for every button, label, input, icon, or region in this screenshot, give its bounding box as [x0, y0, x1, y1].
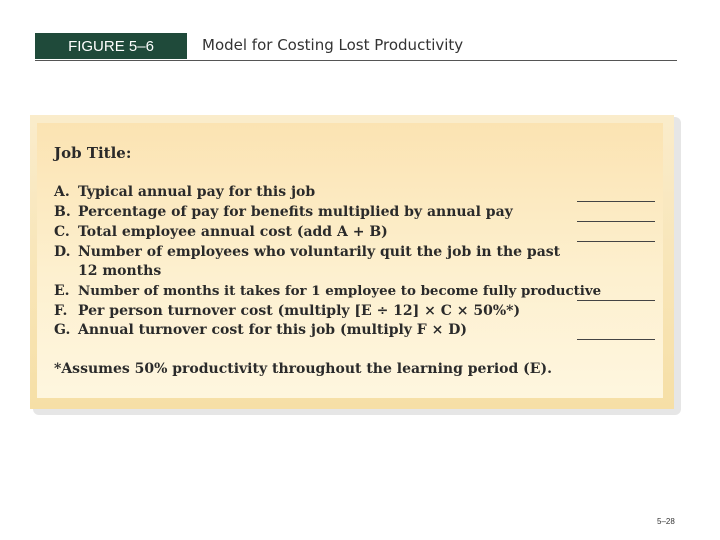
item-letter: C. [54, 224, 70, 240]
item-letter: D. [54, 244, 71, 260]
job-title-label: Job Title: [54, 144, 132, 162]
item-letter: F. [54, 303, 68, 319]
footnote: *Assumes 50% productivity throughout the learning period (E). [54, 361, 552, 377]
answer-blank [577, 241, 655, 242]
item-letter: A. [54, 184, 70, 200]
item-text: Number of employees who voluntarily quit the job in the past [78, 244, 561, 260]
costing-model-card [37, 123, 663, 398]
item-text: 12 months [78, 263, 162, 279]
item-text: Per person turnover cost (multiply [E ÷ 12] × C × 50%*) [78, 303, 521, 319]
item-text: Number of months it takes for 1 employee to become fully productive [78, 283, 602, 299]
figure-title: Model for Costing Lost Productivity [202, 36, 464, 54]
answer-blank [577, 221, 655, 222]
answer-blank [577, 201, 655, 202]
header-divider [35, 60, 677, 61]
item-text: Annual turnover cost for this job (multiply F × D) [78, 322, 467, 338]
answer-blank [577, 300, 655, 301]
item-text: Percentage of pay for benefits multiplied by annual pay [78, 204, 513, 220]
page-number: 5–28 [657, 517, 675, 526]
item-text: Typical annual pay for this job [78, 184, 316, 200]
item-letter: B. [54, 204, 71, 220]
answer-blank [577, 339, 655, 340]
figure-label: FIGURE 5–6 [35, 33, 187, 59]
item-text: Total employee annual cost (add A + B) [78, 224, 388, 240]
item-letter: G. [54, 322, 71, 338]
item-letter: E. [54, 283, 70, 299]
